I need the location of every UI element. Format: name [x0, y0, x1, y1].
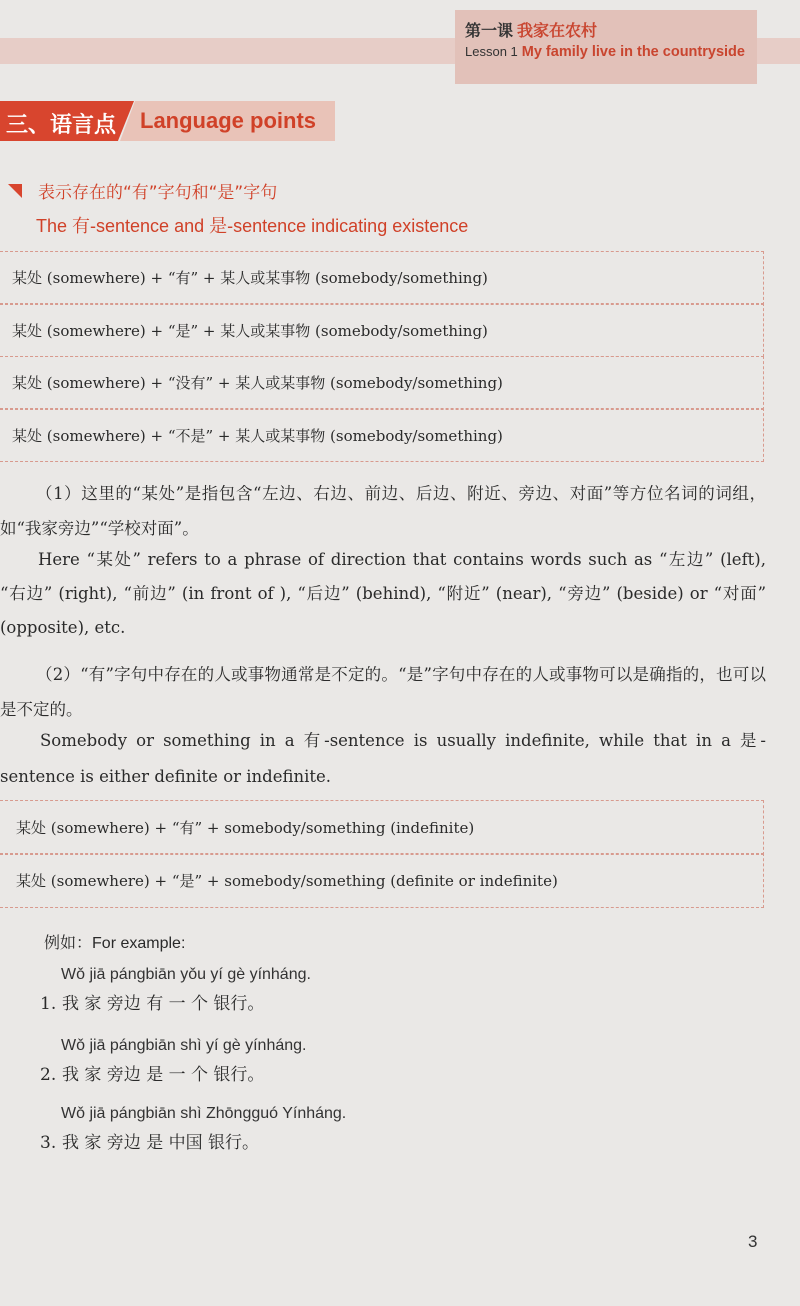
- note2-cn: （2）“有”字句中存在的人或事物通常是不定的。“是”字句中存在的人或事物可以是确指的，也可以是不定的。: [0, 665, 766, 719]
- note2-en: Somebody or something in a 有-sentence is usually indefinite, while that in a 是-sentence is either definite or indefinite.: [0, 731, 766, 786]
- header-lesson-cn: [465, 18, 597, 41]
- table-row: 某处 (somewhere) + “没有” + 某人或某事物 (somebody/something): [0, 356, 764, 410]
- section-title-en: Language points: [140, 108, 316, 133]
- table-row: 某处 (somewhere) + “是” + 某人或某事物 (somebody/something): [0, 303, 764, 357]
- note1-cn: （1）这里的“某处”是指包含“左边、右边、前边、后边、附近、旁边、对面”等方位名词的词组，如“我家旁边”“学校对面”。: [0, 484, 766, 538]
- table-row: 某处 (somewhere) + “有” + somebody/something (indefinite): [0, 800, 764, 855]
- example-number: 2.: [40, 1065, 57, 1085]
- triangle-bullet-icon: [8, 184, 22, 198]
- running-header: [455, 10, 757, 84]
- header-lesson-en: [465, 44, 745, 60]
- page-number: 3: [748, 1232, 758, 1251]
- example-pinyin: Wǒ jiā pángbiān shì yí gè yínháng.: [61, 1037, 307, 1054]
- example-hanzi-line: [40, 989, 264, 1014]
- table-row: 某处 (somewhere) + “是” + somebody/something (definite or indefinite): [0, 853, 764, 908]
- subsection-title-cn: 表示存在的“有”字句和“是”字句: [38, 183, 278, 203]
- table-row: 某处 (somewhere) + “有” + 某人或某事物 (somebody/something): [0, 251, 764, 305]
- example-hanzi-line: [40, 1128, 259, 1153]
- examples-label-cn: 例如：: [44, 933, 93, 952]
- examples-label: [44, 930, 185, 953]
- example-hanzi: 我 家 旁边 有 一 个 银行。: [62, 994, 265, 1014]
- definiteness-table: [0, 801, 764, 908]
- header-title-en: My family live in the countryside: [521, 44, 745, 60]
- section-banner: [0, 101, 335, 141]
- subsection-title-en: The 有-sentence and 是-sentence indicating existence: [36, 216, 469, 236]
- section-title-cn: 三、语言点: [6, 113, 117, 138]
- table-row: 某处 (somewhere) + “不是” + 某人或某事物 (somebody/something): [0, 408, 764, 462]
- header-lesson-number-en: Lesson 1: [465, 44, 518, 59]
- example-number: 1.: [40, 994, 57, 1014]
- header-title-cn: 我家在农村: [517, 21, 598, 40]
- example-hanzi: 我 家 旁边 是 一 个 银行。: [62, 1065, 265, 1085]
- header-lesson-number-cn: 第一课: [465, 21, 514, 40]
- patterns-table: [0, 252, 764, 462]
- note1-en: Here “某处” refers to a phrase of direction that contains words such as “左边” (left), “右边” (right), “前边” (in front of ), “后边” (behind), “附近” (near), “旁边” (beside) or “对面” (opposite), etc.: [0, 550, 766, 637]
- example-number: 3.: [40, 1133, 57, 1153]
- example-pinyin: Wǒ jiā pángbiān shì Zhōngguó Yínháng.: [61, 1105, 347, 1122]
- example-pinyin: Wǒ jiā pángbiān yǒu yí gè yínháng.: [61, 966, 311, 983]
- examples-label-en: For example:: [92, 935, 186, 952]
- example-hanzi: 我 家 旁边 是 中国 银行。: [62, 1133, 260, 1153]
- example-hanzi-line: [40, 1060, 264, 1085]
